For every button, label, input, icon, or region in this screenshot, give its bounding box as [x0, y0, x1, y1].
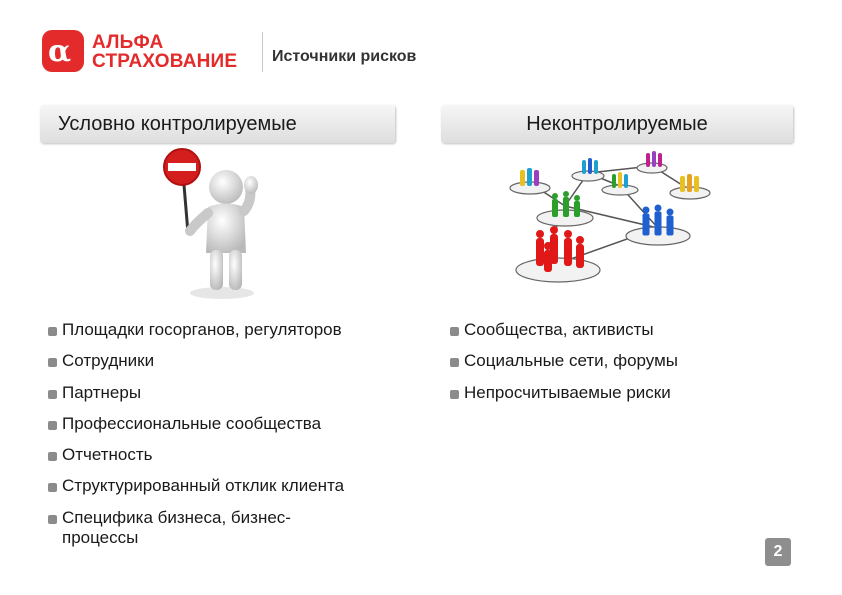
list-item: Специфика бизнеса, бизнес-процессы [48, 508, 352, 548]
bullet-icon [48, 358, 57, 367]
people-network-icon [500, 148, 720, 288]
bullet-icon [450, 390, 459, 399]
list-item: Профессиональные сообщества [48, 414, 408, 445]
page-number: 2 [765, 538, 791, 566]
brand-line2: СТРАХОВАНИЕ [92, 51, 238, 72]
brand-name [92, 33, 237, 71]
brand-line1: АЛЬФА [92, 32, 164, 53]
bullet-icon [48, 483, 57, 492]
list-item: Сотрудники [48, 351, 408, 382]
page-title: Источники рисков [272, 48, 417, 65]
list-item: Отчетность [48, 445, 408, 476]
bullet-icon [48, 452, 57, 461]
bullet-icon [48, 327, 57, 336]
list-item: Партнеры [48, 383, 408, 414]
bullet-icon [450, 327, 459, 336]
list-item: Непросчитываемые риски [450, 383, 810, 414]
controlled-sources-list [48, 320, 408, 548]
bullet-icon [48, 515, 57, 524]
alpha-logo-icon [42, 30, 84, 72]
svg-text:α: α [48, 36, 72, 66]
list-item: Структурированный отклик клиента [48, 476, 408, 507]
left-column-heading: Условно контролируемые [40, 105, 395, 143]
person-stop-sign-icon [150, 145, 270, 305]
uncontrolled-sources-list [450, 320, 810, 414]
list-item: Социальные сети, форумы [450, 351, 810, 382]
header-divider [262, 32, 263, 72]
bullet-icon [450, 358, 459, 367]
bullet-icon [48, 390, 57, 399]
list-item: Сообщества, активисты [450, 320, 810, 351]
right-column-heading: Неконтролируемые [441, 105, 793, 143]
brand-logo [42, 30, 252, 76]
bullet-icon [48, 421, 57, 430]
list-item: Площадки госорганов, регуляторов [48, 320, 408, 351]
